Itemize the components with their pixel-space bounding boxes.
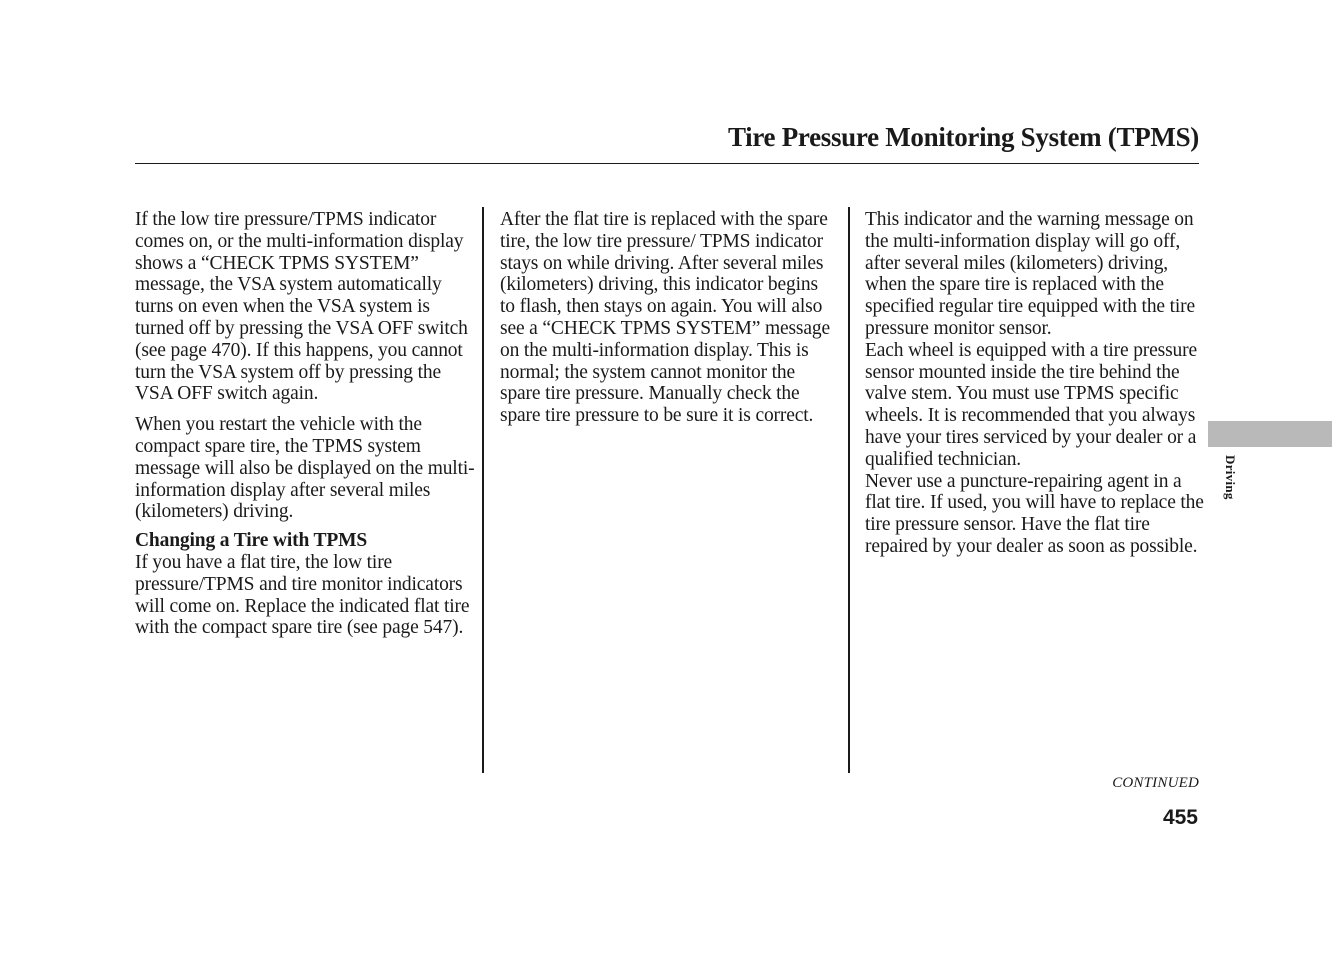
text-column-3 [865, 209, 1205, 558]
paragraph-vsa-interaction: If the low tire pressure/TPMS indicator comes on, or the multi-information display shows a “CHECK TPMS SYSTEM” message, the VSA system automatically turns on even when the VSA system is turned off by pressing the VSA OFF switch (see page 470). If this happens, you cannot turn the VSA system off by pressing the VSA OFF switch again. [135, 209, 468, 405]
page-number: 455 [1162, 806, 1198, 829]
title-divider [135, 163, 1199, 164]
paragraph-flat-tire: If you have a flat tire, the low tire pressure/TPMS and tire monitor indicators will come on. Replace the indicated flat tire with the compact spare tire (see page 547). [135, 551, 470, 639]
paragraph-indicator-off: This indicator and the warning message on the multi-information display will go off, after several miles (kilometers) driving, when the spare tire is replaced with the specified regular tire equipped with the tire pressure monitor sensor. [865, 209, 1196, 339]
paragraph-wheel-sensor: Each wheel is equipped with a tire pressure sensor mounted inside the tire behind the valve stem. You must use TPMS specific wheels. It is recommended that you always have your tires serviced by your dealer or a qualified technician. [865, 339, 1197, 470]
section-changing-tire [135, 530, 475, 639]
subheading-changing-tire: Changing a Tire with TPMS [135, 530, 368, 552]
section-tab-label: Driving [1223, 455, 1238, 500]
column-divider-1 [482, 207, 484, 773]
section-tab [1208, 421, 1332, 447]
continued-note: CONTINUED [1112, 775, 1199, 791]
paragraph-spare-tire-message: When you restart the vehicle with the compact spare tire, the TPMS system message will also be displayed on the multi-information display after several miles (kilometers) driving. [135, 414, 475, 523]
column-divider-2 [848, 207, 850, 773]
text-column-2 [500, 209, 835, 427]
page-title: Tire Pressure Monitoring System (TPMS) [727, 122, 1199, 152]
paragraph-puncture-warning: Never use a puncture-repairing agent in a flat tire. If used, you will have to replace the tire pressure sensor. Have the flat tire repaired by your dealer as soon as possible. [865, 470, 1204, 557]
text-column-1 [135, 209, 475, 639]
paragraph-after-replacement: After the flat tire is replaced with the spare tire, the low tire pressure/ TPMS indicator stays on while driving. After several miles (kilometers) driving, this indicator begins to flash, then stays on again. You will also see a “CHECK TPMS SYSTEM” message on the multi-information display. This is normal; the system cannot monitor the spare tire pressure. Manually check the spare tire pressure to be sure it is correct. [500, 209, 830, 427]
